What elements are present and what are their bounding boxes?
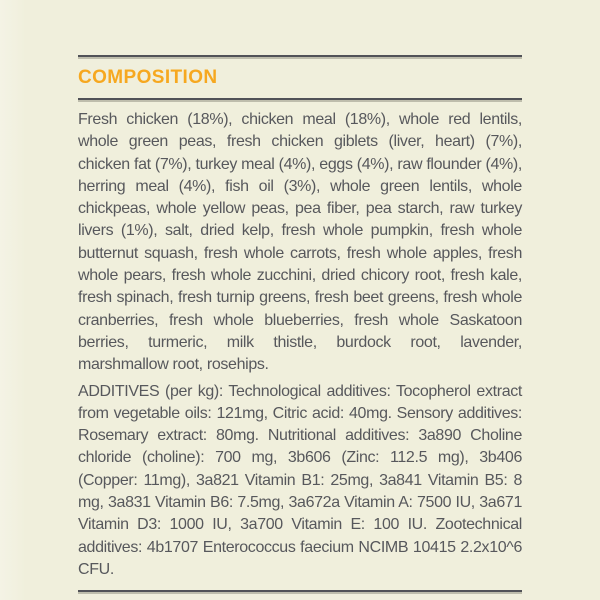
additives-paragraph: ADDITIVES (per kg): Technological additives: Tocopherol extract from vegetable oils: 121mg, Citric acid: 40mg. Sensory additives: Rosemary extract: 80mg. Nutritional additives: 3a890 Choline chloride (choline): 700 mg, 3b606 (Zinc: 112.5 mg), 3b406 (Copper: 11mg), 3a821 Vitamin B1: 25mg, 3a841 Vitamin B5: 8 mg, 3a831 Vitamin B6: 7.5mg, 3a672a Vitamin A: 7500 IU, 3a671 Vitamin D3: 1000 IU, 3a700 Vitamin E: 100 IU. Zootechnical additives: 4b1707 Enterococcus faecium NCIMB 10415 2.2x10^6 CFU. (78, 382, 522, 578)
divider-top (78, 55, 522, 57)
divider-under-title (78, 98, 522, 100)
divider-bottom (78, 590, 522, 592)
section-title: COMPOSITION (78, 67, 218, 88)
composition-paragraph: Fresh chicken (18%), chicken meal (18%), whole red lentils, whole green peas, fresh chicken giblets (liver, heart) (7%), chicken fat (7%), turkey meal (4%), eggs (4%), raw flounder (4%), herring meal (4%), fish oil (3%), whole green lentils, whole chickpeas, whole yellow peas, pea fiber, pea starch, raw turkey livers (1%), salt, dried kelp, fresh whole pumpkin, fresh whole butternut squash, fresh whole carrots, fresh whole apples, fresh whole pears, fresh whole zucchini, dried chicory root, fresh kale, fresh spinach, fresh turnip greens, fresh beet greens, fresh whole cranberries, fresh whole blueberries, fresh whole Saskatoon berries, turmeric, milk thistle, burdock root, lavender, marshmallow root, rosehips. (78, 111, 522, 374)
label-panel (78, 0, 522, 592)
